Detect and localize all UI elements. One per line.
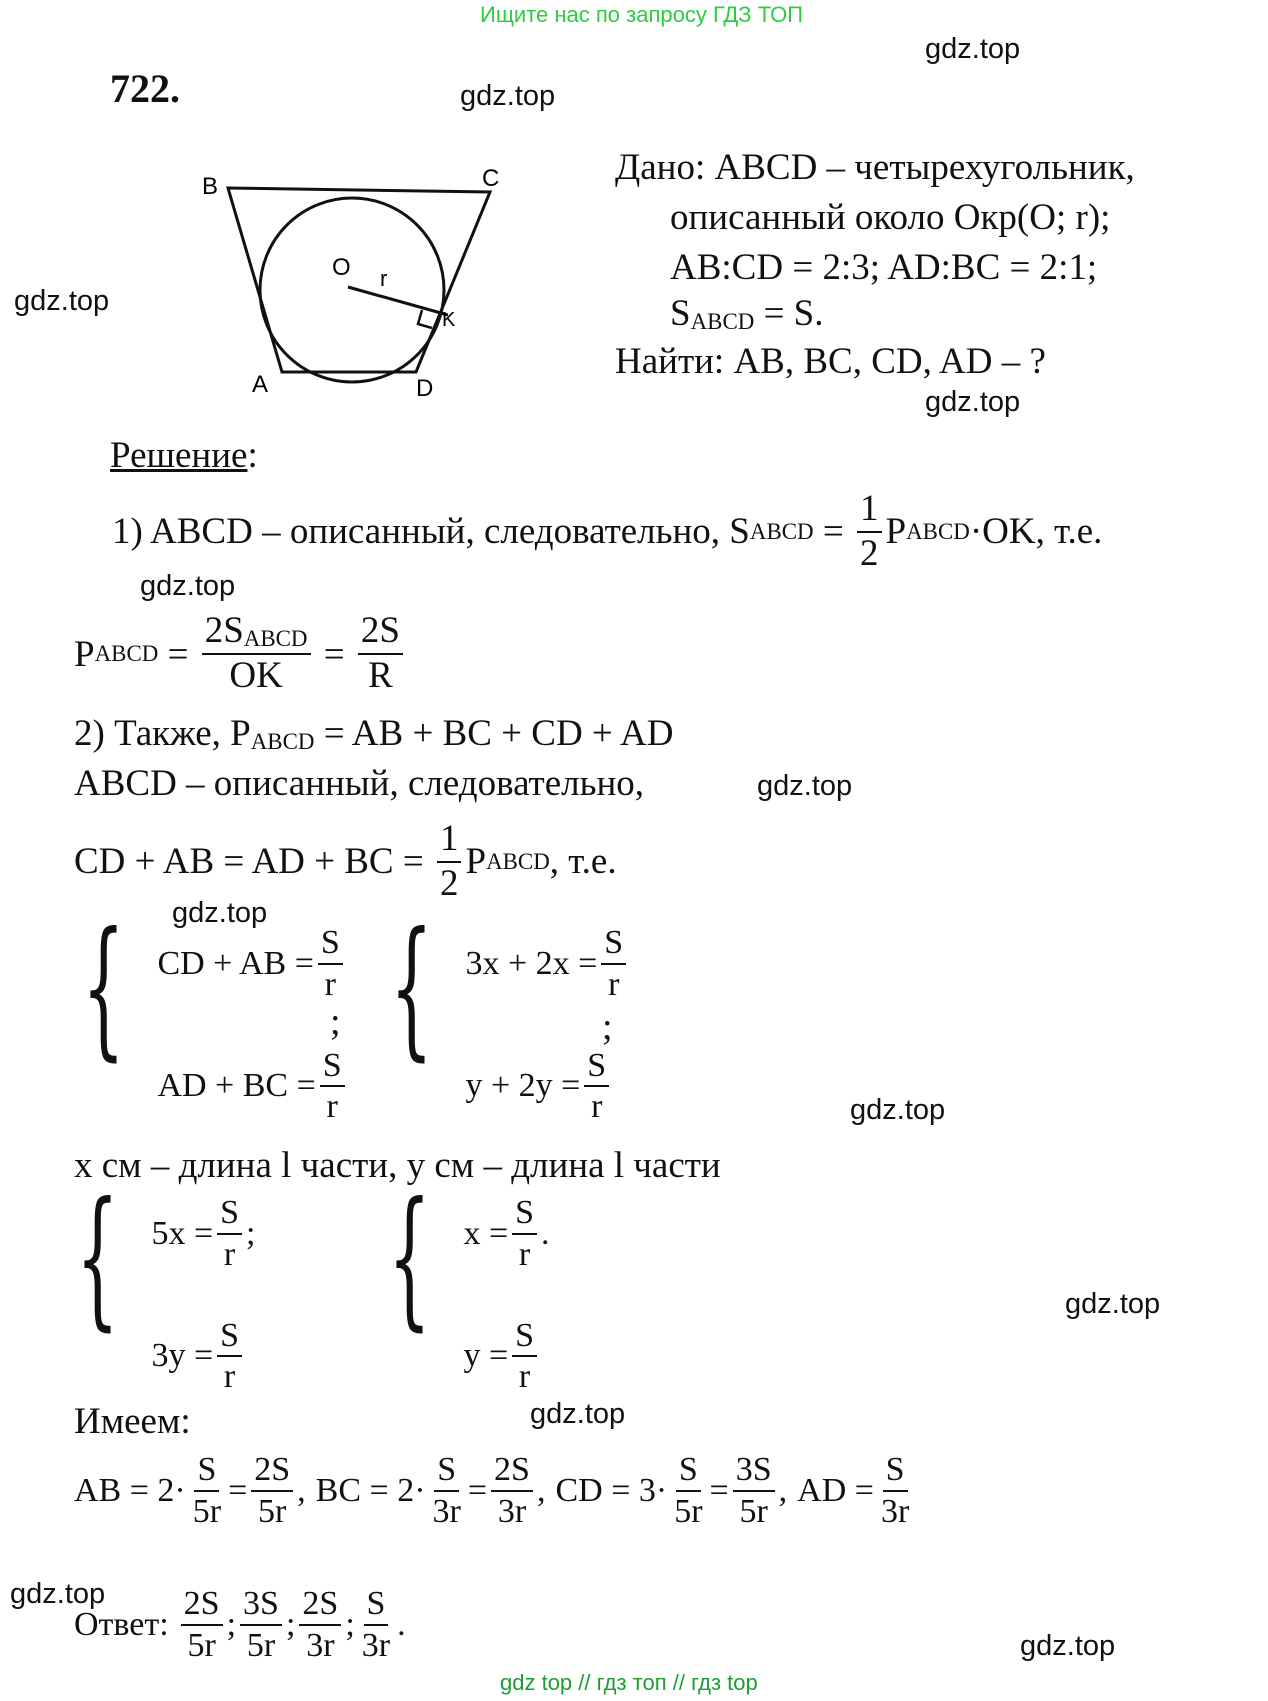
answer-line: Ответ: $\frac{2S}{5r}$ ; $\frac{3S}{5r}$ ; $\frac{2S}{3r}$ ; $\frac{S}{3r}$ . [74,1585,406,1664]
radius-ok [348,287,448,315]
watermark: gdz.top [140,570,236,602]
label-k: K [442,309,456,331]
separator: ; [330,1001,341,1043]
bottom-banner[interactable]: gdz top // гдз топ // гдз top [500,1670,758,1695]
watermark: gdz.top [925,33,1021,65]
step-2: 2) Также, $P_{ABCD}$ = AB + BC + CD + AD [74,713,674,755]
right-angle-mark [418,310,432,328]
trapezoid-shape [228,188,490,372]
results-line: AB = 2· $\frac{S}{5r}$ = $\frac{2S}{5r}$ , BC = 2· $\frac{S}{3r}$ = $\frac{2S}{3r}$ , CD = 3· $\frac{S}{5r}$ = $\frac{3S}{5r}$ , AD = $\frac{S}{3r}$ [74,1451,910,1530]
watermark: gdz.top [925,386,1021,418]
inscribed-circle [260,198,444,382]
problem-number: 722. [110,66,180,111]
given-line-1: Дано: ABCD – четырехугольник, [615,147,1135,188]
label-a: A [252,371,269,398]
given-line-3: AB:CD = 2:3; AD:BC = 2:1; [670,247,1098,288]
watermark: gdz.top [172,897,268,929]
system-2: { 3x + 2x = $\frac{S}{r}$ y + 2y = $\frac{S}{r}$ [390,925,630,1125]
label-b: B [202,173,219,200]
watermark: gdz.top [1065,1288,1161,1320]
label-r: r [380,266,388,291]
watermark: gdz.top [757,770,853,802]
system-3: { 5x = $\frac{S}{r}$ ; 3y = $\frac{S}{r}$ [76,1171,256,1396]
label-c: C [482,165,500,192]
watermark: gdz.top [850,1094,946,1126]
trapezoid-figure [190,160,520,405]
perimeter-formula: P ABCD = $\frac{2S_{ABCD}}{OK}$ = $\frac{2S}{R}$ [74,612,407,696]
system-4: { x = $\frac{S}{r}$ . y = $\frac{S}{r}$ [388,1171,550,1396]
separator: ; [602,1006,613,1048]
watermark: gdz.top [10,1578,106,1610]
step-2b: ABCD – описанный, следовательно, [74,763,645,804]
step-1: 1) ABCD – описанный, следовательно, S ABCD = $\frac{1}{2}$ P ABCD ·OK, т.е. [112,488,1103,574]
parts-line: x см – длина l части, у см – длина l части [74,1145,721,1186]
have-line: Имеем: [74,1401,191,1442]
label-o: O [332,254,351,281]
solution-heading: Решение: [110,435,258,476]
watermark: gdz.top [530,1398,626,1430]
step-2c: CD + AB = AD + BC = $\frac{1}{2}$ P ABCD , т.е. [74,818,617,904]
given-line-2: описанный около Окр(O; r); [670,197,1111,238]
label-d: D [416,375,434,402]
top-banner[interactable]: Ищите нас по запросу ГДЗ ТОП [480,2,804,27]
system-1: { CD + AB = $\frac{S}{r}$ AD + BC = $\frac{S}{r}$ [82,925,349,1125]
find-line: Найти: AB, BC, CD, AD – ? [615,341,1046,382]
half-fraction: $\frac{1}{2}$ [857,490,882,574]
watermark: gdz.top [460,80,556,112]
watermark: gdz.top [14,285,110,317]
watermark: gdz.top [1020,1630,1116,1662]
given-line-4: $S_{ABCD} = S$. [670,293,824,335]
